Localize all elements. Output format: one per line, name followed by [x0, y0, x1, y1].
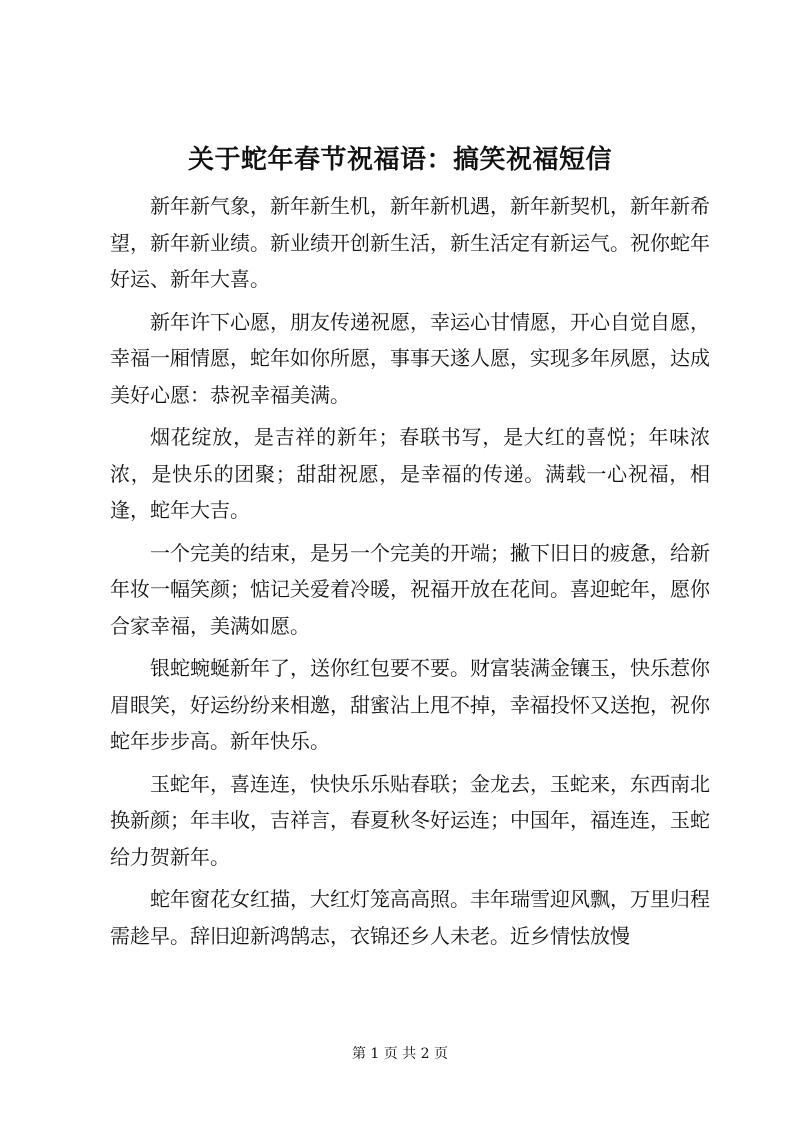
paragraph-5: 银蛇蜿蜒新年了，送你红包要不要。财富装满金镶玉，快乐惹你眉眼笑，好运纷纷来相邀，甜蜜沾上甩不掉，幸福投怀又送抱，祝你蛇年步步高。新年快乐。 [110, 656, 710, 753]
paragraph-7: 蛇年窗花女红描，大红灯笼高高照。丰年瑞雪迎风飘，万里归程需趁早。辞旧迎新鸿鹄志，衣锦还乡人未老。近乡情怯放慢 [110, 887, 710, 948]
paragraph-4: 一个完美的结束，是另一个完美的开端；撇下旧日的疲惫，给新年妆一幅笑颜；惦记关爱着冷暖，祝福开放在花间。喜迎蛇年，愿你合家幸福，美满如愿。 [110, 540, 710, 638]
paragraph-1: 新年新气象，新年新生机，新年新机遇，新年新契机，新年新希望，新年新业绩。新业绩开创新生活，新生活定有新运气。祝你蛇年好运、新年大喜。 [110, 194, 710, 291]
paragraph-6: 玉蛇年，喜连连，快快乐乐贴春联；金龙去，玉蛇来，东西南北换新颜；年丰收，吉祥言，春夏秋冬好运连；中国年，福连连，玉蛇给力贺新年。 [110, 771, 710, 869]
document-title: 关于蛇年春节祝福语：搞笑祝福短信 [187, 145, 612, 175]
document-body [110, 188, 710, 960]
paragraph-3: 烟花绽放，是吉祥的新年；春联书写，是大红的喜悦；年味浓浓，是快乐的团聚；甜甜祝愿，是幸福的传递。满载一心祝福，相逢，蛇年大吉。 [110, 425, 710, 522]
paragraph-2: 新年许下心愿，朋友传递祝愿，幸运心甘情愿，开心自觉自愿，幸福一厢情愿，蛇年如你所愿，事事天遂人愿，实现多年夙愿，达成美好心愿：恭祝幸福美满。 [110, 309, 710, 407]
page-number-footer: 第 1 页 共 2 页 [351, 1046, 449, 1062]
